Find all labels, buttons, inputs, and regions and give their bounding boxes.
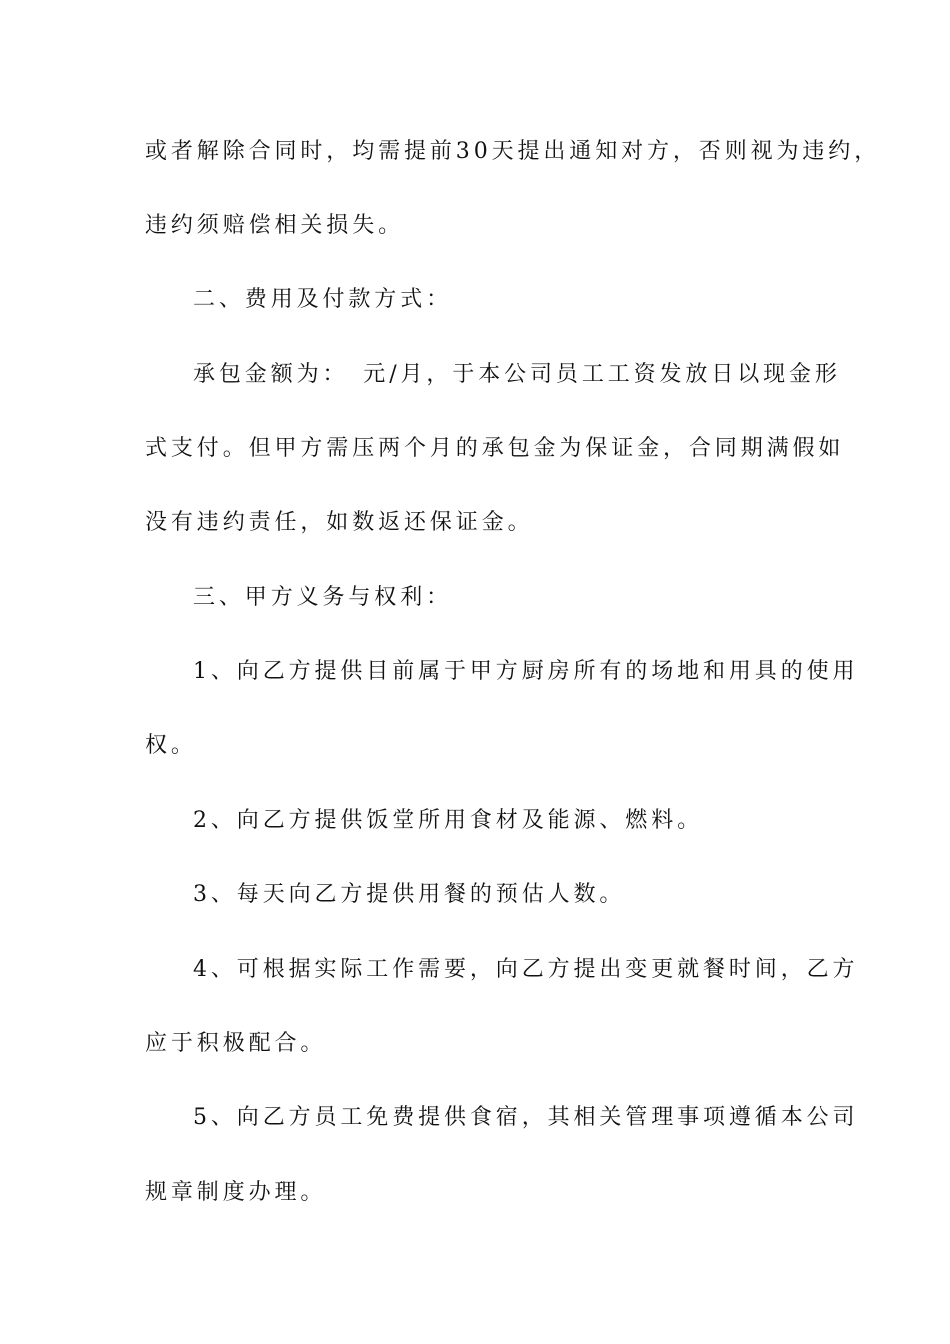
section-heading: 二、费用及付款方式： xyxy=(193,287,453,312)
list-item: 2、向乙方提供饭堂所用食材及能源、燃料。 xyxy=(193,808,703,833)
paragraph-line: 承包金额为： 元/月，于本公司员工工资发放日以现金形 xyxy=(193,362,841,387)
list-item: 1、向乙方提供目前属于甲方厨房所有的场地和用具的使用 xyxy=(193,659,859,684)
paragraph-line: 式支付。但甲方需压两个月的承包金为保证金，合同期满假如 xyxy=(145,436,845,461)
paragraph-line: 或者解除合同时，均需提前30天提出通知对方，否则视为违约， xyxy=(145,139,881,164)
paragraph-line: 应于积极配合。 xyxy=(145,1031,327,1056)
list-item: 4、可根据实际工作需要，向乙方提出变更就餐时间，乙方 xyxy=(193,957,859,982)
list-item: 3、每天向乙方提供用餐的预估人数。 xyxy=(193,882,626,907)
paragraph-line: 违约须赔偿相关损失。 xyxy=(145,213,405,238)
paragraph-line: 权。 xyxy=(145,733,197,758)
section-heading: 三、甲方义务与权利： xyxy=(193,585,453,610)
paragraph-line: 没有违约责任，如数返还保证金。 xyxy=(145,510,534,535)
list-item: 5、向乙方员工免费提供食宿，其相关管理事项遵循本公司 xyxy=(193,1105,859,1130)
paragraph-line: 规章制度办理。 xyxy=(145,1180,327,1205)
